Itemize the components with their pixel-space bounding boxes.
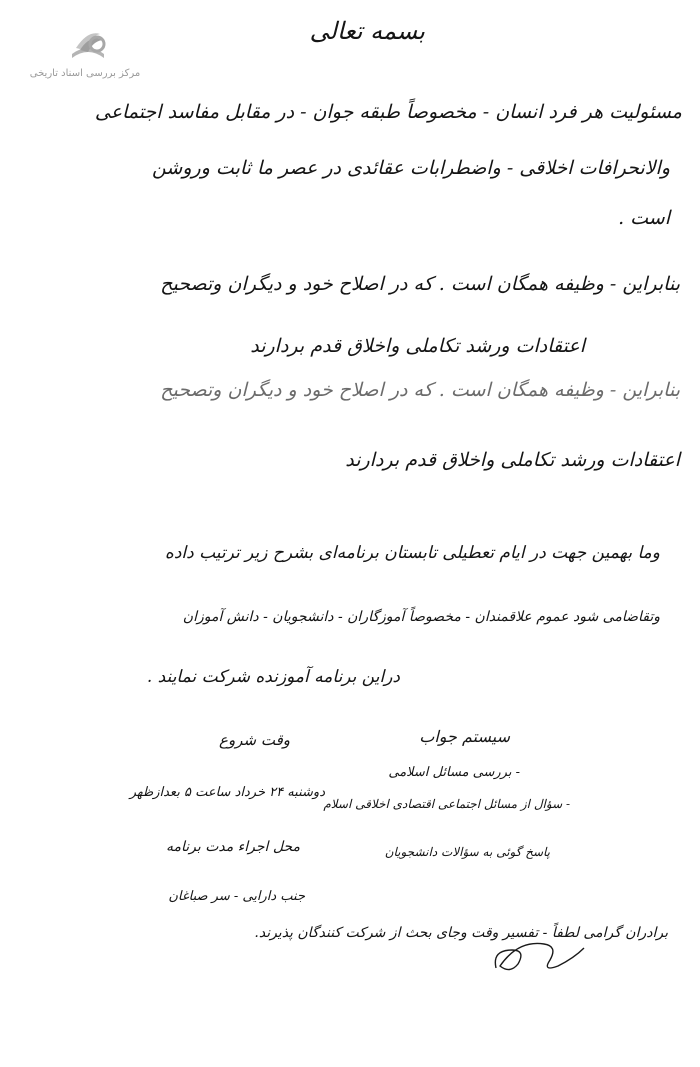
paragraph-2-repeat-line-2: اعتقادات ورشد تکاملی واخلاق قدم بردارند [345, 449, 680, 471]
signature-scribble [488, 920, 608, 980]
paragraph-2-line-1: بنابراین - وظیفه همگان است . که در اصلاح خود و دیگران وتصحیح [160, 273, 680, 295]
paragraph-3-line-1: وما بهمین جهت در ایام تعطیلی تابستان برنامه‌ای بشرح زیر ترتیب داده [164, 543, 660, 563]
schedule-title: وقت شروع [219, 731, 290, 749]
paragraph-1-line-3: است . [618, 207, 670, 229]
paragraph-3-line-3: دراین برنامه آموزنده شرکت نمایند . [146, 667, 400, 687]
footer-note: برادران گرامی لطفاً - تفسیر وقت وجای بحث از شرکت کنندگان پذیرند. [254, 925, 668, 941]
program-item-2: - سؤال از مسائل اجتماعی اقتصادی اخلاقی اسلام [323, 797, 570, 811]
schedule-place: محل اجراء مدت برنامه [165, 839, 300, 855]
paragraph-1-line-2: والانحرافات اخلاقی - واضطرابات عقائدی در عصر ما ثابت وروشن [151, 157, 670, 179]
document-heading: بسمه تعالی [309, 17, 425, 45]
schedule-location: جنب دارایی - سر صباغان [168, 889, 305, 904]
program-item-1: - بررسی مسائل اسلامی [388, 765, 520, 780]
program-item-3: پاسخ گوئی به سؤالات دانشجویان [384, 845, 550, 859]
archive-logo-text: مرکز بررسی اسناد تاریخی [29, 68, 141, 79]
paragraph-3-line-2: وتقاضامی شود عموم علاقمندان - مخصوصاً آموزگاران - دانشجویان - دانش آموزان [182, 609, 660, 625]
program-title: سیستم جواب [419, 727, 510, 746]
schedule-date: دوشنبه ۲۴ خرداد ساعت ۵ بعدازظهر [129, 785, 325, 800]
paragraph-2-repeat-line-1: بنابراین - وظیفه همگان است . که در اصلاح خود و دیگران وتصحیح [160, 379, 680, 401]
archive-logo [10, 22, 160, 92]
paragraph-1-line-1: مسئولیت هر فرد انسان - مخصوصاً طبقه جوان - در مقابل مفاسد اجتماعی [94, 101, 682, 123]
paragraph-2-line-2: اعتقادات ورشد تکاملی واخلاق قدم بردارند [250, 335, 585, 357]
archive-book-icon [66, 24, 110, 64]
